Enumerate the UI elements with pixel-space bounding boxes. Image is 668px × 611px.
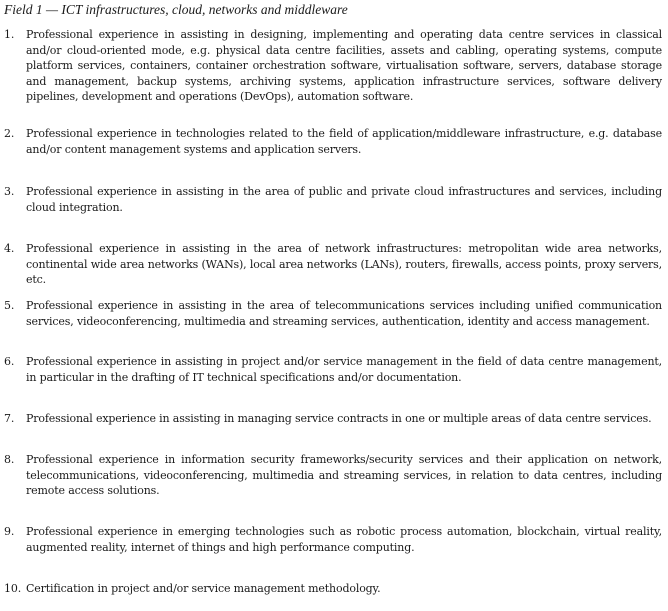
- list-item-text: Professional experience in assisting in designing, implementing and operating data centre services in classical and/or cloud-oriented mode, e.g. physical data centre facilities, assets and cabling, operating systems, compute platform services, containers, container orchestration software, virtualisation software, servers, database storage and management, backup systems, archiving systems, application infrastructure services, software delivery pipelines, development and operations (DevOps), automation software.: [26, 28, 662, 103]
- list-item-number: 5.: [4, 299, 15, 312]
- list-item-text: Professional experience in technologies related to the field of application/middleware infrastructure, e.g. database and/or content management systems and application servers.: [26, 127, 662, 156]
- list-item: [4, 126, 662, 157]
- list-item: [4, 581, 662, 597]
- list-item-text: Professional experience in assisting in the area of telecommunications services including unified communication services, videoconferencing, multimedia and streaming services, authentication, identity and access management.: [26, 299, 662, 328]
- list-item-number: 4.: [4, 242, 15, 255]
- list-item-text: Professional experience in assisting in the area of network infrastructures: metropolitan wide area networks, continental wide area networks (WANs), local area networks (LANs), routers, firewalls, access points, proxy servers, etc.: [26, 242, 662, 286]
- list-item-number: 6.: [4, 355, 15, 368]
- list-item-text: Professional experience in emerging technologies such as robotic process automation, blockchain, virtual reality, augmented reality, internet of things and high performance computing.: [26, 525, 662, 554]
- list-item: [4, 27, 662, 105]
- list-item-text: Professional experience in assisting in managing service contracts in one or multiple areas of data centre services.: [26, 412, 652, 425]
- list-item-number: 1.: [4, 28, 15, 41]
- list-item: [4, 452, 662, 499]
- list-item-number: 8.: [4, 453, 15, 466]
- list-item-text: Professional experience in assisting in project and/or service management in the field of data centre management, in particular in the drafting of IT technical specifications and/or documentation.: [26, 355, 662, 384]
- list-item-number: 2.: [4, 127, 15, 140]
- list-item: [4, 354, 662, 385]
- list-item: [4, 298, 662, 329]
- page-title: Field 1 — ICT infrastructures, cloud, networks and middleware: [4, 2, 348, 17]
- list-item-number: 7.: [4, 412, 15, 425]
- list-item: [4, 184, 662, 215]
- list-item-number: 10.: [4, 582, 22, 595]
- list-item: [4, 524, 662, 555]
- list-item-text: Certification in project and/or service management methodology.: [26, 582, 381, 595]
- list-item: [4, 241, 662, 288]
- list-item-number: 9.: [4, 525, 15, 538]
- list-item-text: Professional experience in information security frameworks/security services and their application on network, telecommunications, videoconferencing, multimedia and streaming services, in relation to data centres, including remote access solutions.: [26, 453, 662, 497]
- list-item: [4, 411, 662, 427]
- list-item-number: 3.: [4, 185, 15, 198]
- list-item-text: Professional experience in assisting in the area of public and private cloud infrastructures and services, including cloud integration.: [26, 185, 662, 214]
